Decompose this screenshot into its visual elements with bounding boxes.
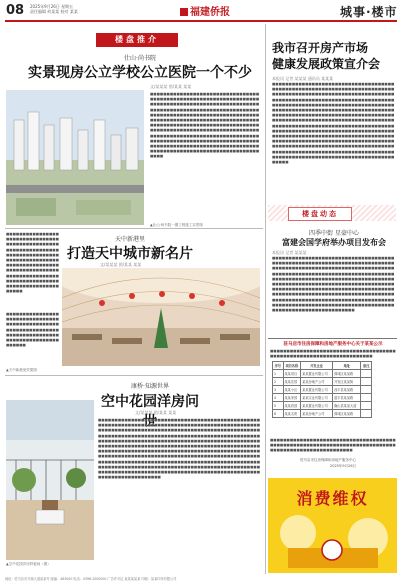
right-article2-body [272, 256, 396, 334]
column-banner [268, 205, 396, 221]
article1-byline: 文/某某某 图/某某 某某 [150, 84, 192, 89]
article3-byline: 文/某某某 图/某某 某某 [135, 410, 177, 415]
logo-mark-icon [180, 8, 188, 16]
article2-caption: ▲天中新港里效果图 [6, 368, 37, 372]
right-article2-byline: 本报讯 记者 某某某 [272, 250, 307, 255]
right-article1-byline: 本报讯 记者 某某某 通讯员 某某某 [272, 76, 334, 81]
article2-body-a [6, 232, 61, 310]
article2-body-text: ■■■■■■■■■■■■■■■■■■■■■■■■■■■■■■■■■■■■■■■■■■■■■■■■■■■■■■■■■■■■■■■■■■■■■■■■■■■■■■■■■■■■■■■■■■■■■■■■■■■■■■ [6, 312, 59, 348]
table-row: 3 某某小区 某某置业有限公司 西平县某某路 [273, 386, 372, 394]
table-row: 1 某某项目 某某置业有限公司 驿城区某某路 [273, 370, 372, 378]
table-row: 4 某某家园 某某实业有限公司 遂平县某某路 [273, 394, 372, 402]
column-banner-label: 楼盘动态 [288, 207, 352, 221]
article2-mall-photo [62, 268, 260, 366]
divider [5, 375, 263, 376]
notice-table-header: 序号 项目名称 开发企业 地址 备注 [273, 362, 372, 370]
notice-footer-body: ■■■■■■■■■■■■■■■■■■■■■■■■■■■■■■■■■■■■■■■■■■■■■■■■■■■■■■■■■■■■■■■■■■■■■■■■■■■■■■■■■■■■■■■■■■■■■■■■■■■■■ [270, 438, 396, 453]
article2-body-b [6, 312, 61, 372]
section-title: 城事·楼市 [340, 5, 398, 19]
newspaper-logo: 福建侨报 [180, 3, 230, 18]
right-article2-kicker: 四季中街 星豪中心 [309, 230, 359, 237]
divider [5, 228, 263, 229]
consumer-rights-ad [268, 478, 397, 573]
article1-aerial-photo [6, 90, 144, 225]
article3-body [98, 418, 263, 568]
table-row: 2 某某花园 某某房地产公司 开发区某某街 [273, 378, 372, 386]
page-footer: 地址：驻马店市开源大道某某号 邮编：463000 电话：0396-2000000 广告许可证 某某某某某 印刷：某某印务有限公司 [5, 577, 177, 581]
ad-headline: 消费维权 [296, 489, 369, 508]
right-article2-body-text: ■■■■■■■■■■■■■■■■■■■■■■■■■■■■■■■■■■■■■■■■■■■■■■■■■■■■■■■■■■■■■■■■■■■■■■■■■■■■■■■■■■■■■■■■■■■■■■■■■■■■■■■■■■■■■■■■■■■■■■■■■■■■■■■■■■■■■■■■■■■■■■■■■■■■■■■■■■■■■■■■■■■■■■■■■■■■■■■■■■■■■■■■■■■■■■■■■■■■■■■■■■■■■■■■■■■■■■■■■■■■■■■■■■■■■■■■■■■■■■■■■■■■■■■■■■■■■■■■■■■■■■■■■■■■■■■■■■■■■■■■■■■■■■■■■■■■■■■■■■■■■■■■■■■■■■■■■■■■■■■■■■■■■■■■■■■■■■■■■■■■■■■■■■■■■■■■■■■■■■■■■■■■■■■■■■■■■■■■■■■■■■■■■■■■■■■■■■■ [272, 256, 395, 313]
notice-sign: 驻马店市住房保障和房地产服务中心 [300, 458, 356, 462]
article1-kicker: 仕山·尚书院 [124, 55, 156, 62]
table-row: 5 某某府邸 某某置业有限公司 确山县某某大道 [273, 402, 372, 410]
article1-caption: ▲仕山·尚书院一期工程竣工实景图 [150, 223, 203, 227]
article2-kicker: 天中新港里 [114, 236, 145, 243]
article3-terrace-photo [6, 400, 94, 560]
article2-body-text: ■■■■■■■■■■■■■■■■■■■■■■■■■■■■■■■■■■■■■■■■■■■■■■■■■■■■■■■■■■■■■■■■■■■■■■■■■■■■■■■■■■■■■■■■■■■■■■■■■■■■■■■■■■■■■■■■■■■■■■■■■■■■■■■■■■■■■■■■■■■■■■■■■■■■■■■■■■■■■■■■■■■■■■■■■■■■■■■■■■■■■ [6, 232, 59, 294]
notice-title: 驻马店市住房保障和房地产服务中心关于某某公示 [283, 342, 383, 347]
table-row: 6 某某名苑 某某房地产公司 驿城区某某路 [273, 410, 372, 418]
article2-byline: 文/某某某 图/某某 某某 [100, 262, 142, 267]
article1-body [150, 92, 260, 220]
notice-date: 2025年9月26日 [330, 464, 357, 468]
notice-footer-text [270, 438, 396, 456]
divider [268, 338, 397, 339]
article1-body-text: ■■■■■■■■■■■■■■■■■■■■■■■■■■■■■■■■■■■■■■■■■■■■■■■■■■■■■■■■■■■■■■■■■■■■■■■■■■■■■■■■■■■■■■■■■■■■■■■■■■■■■■■■■■■■■■■■■■■■■■■■■■■■■■■■■■■■■■■■■■■■■■■■■■■■■■■■■■■■■■■■■■■■■■■■■■■■■■■■■■■■■■■■■■■■■■■■■■■■■■■■■■■■■■■■■■■■■■■■■■■■■■■■■■■■■■■■■■■■■■■■■■■■■■■■■■■■■■■■■■■■■■■■■■■■■■■■■■■■■■■■■■■■■■■■■■■■■■■■■■■■■■■■■■■■■■■■■■■■■■■■■■■■■■■■■■■■■■■■■■■■■■■■■■■■■■■■■■■■■■■■■■■■■■■■■■■■■■■■■■■■■■■■■■■■■■■■■■■■■■■■ [150, 92, 260, 159]
right-article2-title: 富建会国学府举办项目发布会 [282, 237, 386, 247]
feature-banner: 楼盘推介 [96, 33, 178, 47]
issue-meta: 2025年9月26日 星期五 责任编辑 何某某 校对 某某 [30, 4, 78, 14]
page-number: 08 [6, 3, 25, 18]
notice-intro-text: ■■■■■■■■■■■■■■■■■■■■■■■■■■■■■■■■■■■■■■■■■■■■■■■■■■■■■■■■■■■■■■■■■■■■■ [270, 349, 396, 359]
column-divider [265, 24, 266, 574]
article3-caption: ▲空中花园洋房样板间（图） [6, 562, 51, 566]
article3-body-text: ■■■■■■■■■■■■■■■■■■■■■■■■■■■■■■■■■■■■■■■■■■■■■■■■■■■■■■■■■■■■■■■■■■■■■■■■■■■■■■■■■■■■■■■■■■■■■■■■■■■■■■■■■■■■■■■■■■■■■■■■■■■■■■■■■■■■■■■■■■■■■■■■■■■■■■■■■■■■■■■■■■■■■■■■■■■■■■■■■■■■■■■■■■■■■■■■■■■■■■■■■■■■■■■■■■■■■■■■■■■■■■■■■■■■■■■■■■■■■■■■■■■■■■■■■■■■■■■■■■■■■■■■■■■■■■■■■■■■■■■■■■■■■■■■■■■■■■■■■■■■■■■■■■■■■■■■■■■■■■■■■■■■■■■■■■■■■■■■■■■■■■■■■■■■■■■■■■■■■■■■■■■■■■■■■■■■■■■■■■■■■■■■■■■■■■■■■■■■■■■■■■■■■■■■■■■■■■■■■■■■■■■■■■■■■■■■■■■■■■■■■■■■■■■■■■■■■■■■■■■■■■■■■■■■■■■■■■■■■■■■■■■■■■■■■■■■■■■■■■■■■■■■■■■■■■■■■■■■■■■■■■■■■■■■■■■■■■■■■■■■■■■■■■■■■■■■■■■■■■ [98, 418, 261, 480]
article3-kicker: 康桥·知源世界 [131, 383, 169, 390]
notice-intro [270, 349, 396, 359]
right-article1-body-text: ■■■■■■■■■■■■■■■■■■■■■■■■■■■■■■■■■■■■■■■■■■■■■■■■■■■■■■■■■■■■■■■■■■■■■■■■■■■■■■■■■■■■■■■■■■■■■■■■■■■■■■■■■■■■■■■■■■■■■■■■■■■■■■■■■■■■■■■■■■■■■■■■■■■■■■■■■■■■■■■■■■■■■■■■■■■■■■■■■■■■■■■■■■■■■■■■■■■■■■■■■■■■■■■■■■■■■■■■■■■■■■■■■■■■■■■■■■■■■■■■■■■■■■■■■■■■■■■■■■■■■■■■■■■■■■■■■■■■■■■■■■■■■■■■■■■■■■■■■■■■■■■■■■■■■■■■■■■■■■■■■■■■■■■■■■■■■■■■■■■■■■■■■■■■■■■■■■■■■■■■■■■■■■■■■■■■■■■■■■■■■■■■■■■■■■■■■■■■■■■■■■■■■■■■■■■■■■■■■■■■■■■■■■■■■■■■■■■■■■■■■■■■■■■■■■■■■■■■■■■■■■■■■■■■■■■■■■■■■■■■■■■■■■■■■■■■■■■■■■■■■■■■■■■■■■■■■■■■■■■■■■■■■■■■■■■■■■■■■■■■■■■■■■■■■■■■■■■■■■■■ [272, 82, 395, 165]
article2-title: 打造天中城市新名片 [67, 246, 193, 262]
right-article1-body [272, 82, 396, 202]
header-rule [5, 20, 397, 22]
article3-title: 空中花园洋房问世 [101, 394, 199, 430]
notice-table [272, 361, 372, 418]
right-article1-title: 我市召开房产市场 健康发展政策宣介会 [272, 41, 381, 71]
article1-title: 实景现房公立学校公立医院一个不少 [28, 65, 252, 81]
